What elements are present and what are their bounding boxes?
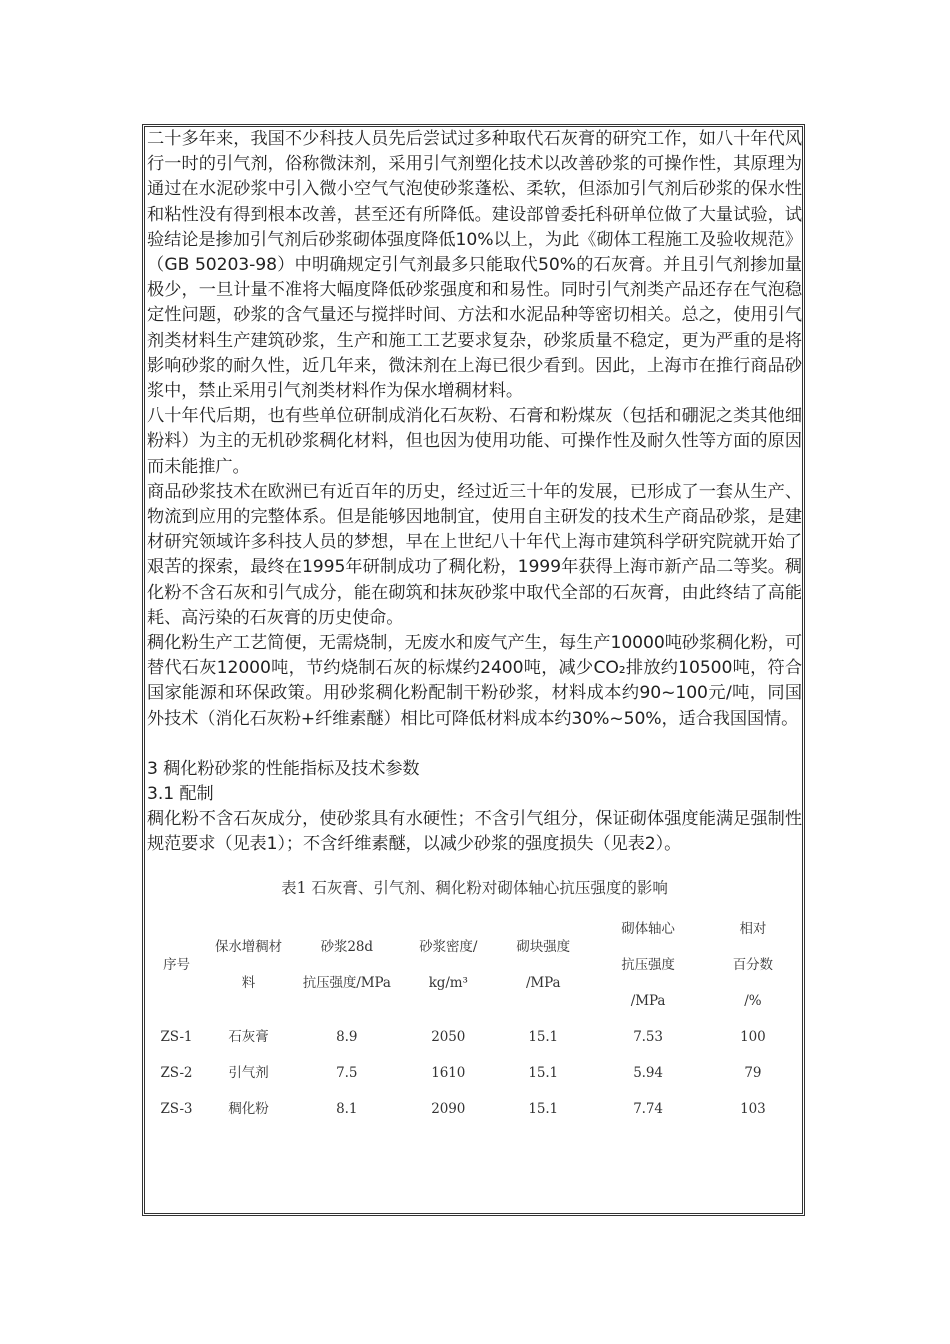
table-cell: 2090 [431,1100,466,1117]
col-header-relative-percent [704,911,802,1019]
header-line: 百分数 [732,956,773,973]
table-cell: 2050 [431,1028,466,1045]
table-cell: 8.1 [336,1100,358,1117]
table-cell: 5.94 [633,1064,663,1081]
table-cell: 15.1 [528,1064,559,1081]
table-cell: 79 [744,1064,762,1081]
header-line: 保水增稠材 [215,938,282,955]
paragraph-2: 八十年代后期，也有些单位研制成消化石灰粉、石膏和粉煤灰（包括和硼泥之类其他细粉料）为主的无机砂浆稠化材料，但也因为使用功能、可操作性及耐久性等方面的原因而未能推广。 [147,406,802,477]
table-row [147,1019,802,1055]
paragraph-4: 稠化粉生产工艺简便，无需烧制，无废水和废气产生，每生产10000吨砂浆稠化粉，可替代石灰12000吨，节约烧制石灰的标煤约2400吨，减少CO₂排放约10500吨，符合国家能源和环保政策。用砂浆稠化粉配制干粉砂浆，材料成本约90~100元/吨，同国外技术（消化石灰粉+纤维素醚）相比可降低材料成本约30%~50%，适合我国国情。 [147,633,802,729]
header-line: 相对 [739,920,767,937]
col-header-material [206,911,291,1019]
document-frame [142,124,805,1216]
table-cell: ZS-2 [160,1064,193,1081]
table-cell: 7.5 [336,1064,358,1081]
table-cell: 稠化粉 [228,1100,269,1117]
header-line: 砂浆28d [320,938,373,955]
header-line: 抗压强度/MPa [302,974,391,991]
header-line: /% [744,992,762,1009]
col-header-density [402,911,494,1019]
header-line: 砌块强度 [516,938,571,955]
table-cell: 15.1 [528,1100,559,1117]
section-text: 稠化粉不含石灰成分，使砂浆具有水硬性；不含引气组分，保证砌体强度能满足强制性规范要求（见表1）；不含纤维素醚，以减少砂浆的强度损失（见表2）。 [147,809,802,855]
table-cell: 100 [740,1028,766,1045]
table-header-row [147,911,802,1019]
table-cell: ZS-3 [160,1100,193,1117]
table-cell: 1610 [431,1064,466,1081]
table-cell: ZS-1 [160,1028,193,1045]
col-header-block-strength [494,911,592,1019]
paragraph-3: 商品砂浆技术在欧洲已有近百年的历史，经过近三十年的发展，已形成了一套从生产、物流到应用的完整体系。但是能够因地制宜，使用自主研发的技术生产商品砂浆，是建材研究领域许多科技人员的梦想，早在上世纪八十年代上海市建筑科学研究院就开始了艰苦的探索，最终在1995年研制成功了稠化粉，1999年获得上海市新产品二等奖。稠化粉不含石灰和引气成分，能在砌筑和抹灰砂浆中取代全部的石灰膏，由此终结了高能耗、高污染的石灰膏的历史使命。 [147,481,802,628]
col-header-masonry-strength [592,911,703,1019]
table-cell: 7.74 [633,1100,663,1117]
paragraph-1: 二十多年来，我国不少科技人员先后尝试过多种取代石灰膏的研究工作，如八十年代风行一时的引气剂，俗称微沫剂，采用引气剂塑化技术以改善砂浆的可操作性，其原理为通过在水泥砂浆中引入微小空气气泡使砂浆蓬松、柔软，但添加引气剂后砂浆的保水性和粘性没有得到根本改善，甚至还有所降低。建设部曾委托科研单位做了大量试验，试验结论是掺加引气剂后砂浆砌体强度降低10%以上，为此《砌体工程施工及验收规范》（GB 50203-98）中明确规定引气剂最多只能取代50%的石灰膏。并且引气剂掺加量极少，一旦计量不准将大幅度降低砂浆强度和和易性。同时引气剂类产品还存在气泡稳定性问题，砂浆的含气量还与搅拌时间、方法和水泥品种等密切相关。总之，使用引气剂类材料生产建筑砂浆，生产和施工工艺要求复杂，砂浆质量不稳定，更为严重的是将影响砂浆的耐久性，近几年来，微沫剂在上海已很少看到。因此，上海市在推行商品砂浆中，禁止采用引气剂类材料作为保水增稠材料。 [147,129,802,402]
col-header-mortar-strength [291,911,402,1019]
table-row [147,1091,802,1127]
header-line: 砂浆密度/ [419,938,478,955]
table-cell: 103 [740,1100,766,1117]
section-subheading: 3.1 配制 [147,784,214,805]
data-table [147,911,802,1127]
header-line: /MPa [630,992,666,1009]
col-header-index: 序号 [163,956,190,973]
table-caption: 表1 石灰膏、引气剂、稠化粉对砌体轴心抗压强度的影响 [281,878,668,897]
header-line: /MPa [525,974,561,991]
section-heading: 3 稠化粉砂浆的性能指标及技术参数 [147,758,420,779]
header-line: 砌体轴心 [621,920,675,937]
header-line: kg/m³ [428,974,468,991]
header-line: 抗压强度 [621,956,675,973]
table-cell: 8.9 [336,1028,358,1045]
header-line: 料 [241,974,256,991]
paragraph-gap [147,732,802,757]
table-cell: 石灰膏 [228,1028,269,1045]
document-body [145,127,802,1127]
table-row [147,1055,802,1091]
table-1 [147,876,802,1127]
table-cell: 7.53 [633,1028,663,1045]
table-cell: 15.1 [528,1028,559,1045]
table-cell: 引气剂 [228,1064,269,1081]
